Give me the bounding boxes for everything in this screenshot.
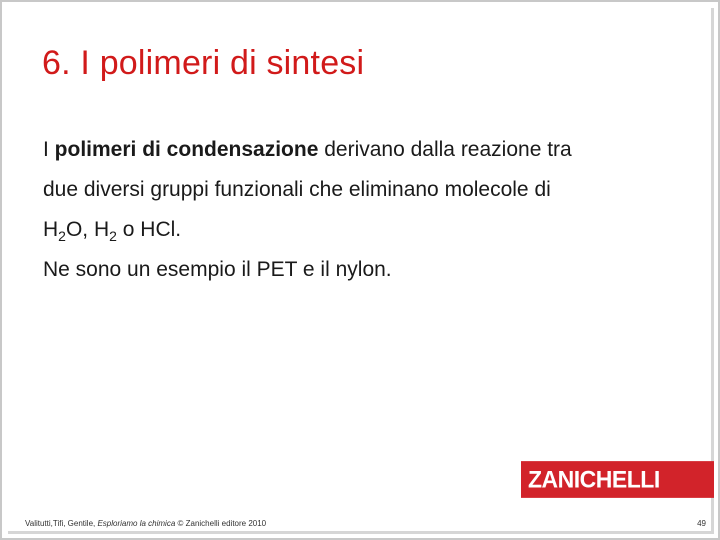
- paragraph-line2: due diversi gruppi funzionali che eliminano molecole di: [43, 178, 551, 201]
- footer-credits: [25, 519, 266, 528]
- paragraph-lead: I: [43, 138, 55, 161]
- formula-subscript: 2: [109, 228, 117, 244]
- page-number: 49: [697, 519, 706, 528]
- footer-book-title: Esploriamo la chimica: [97, 519, 176, 528]
- bold-term: polimeri di condensazione: [54, 138, 319, 161]
- paragraph-examples: Ne sono un esempio il PET e il nylon.: [43, 258, 392, 281]
- paragraph-rest: derivano dalla reazione tra: [318, 138, 572, 161]
- formula-subscript: 2: [58, 228, 66, 244]
- formula-h: H: [43, 218, 59, 241]
- zanichelli-logo: [521, 461, 714, 498]
- footer-publisher: © Zanichelli editore 2010: [175, 519, 267, 528]
- paragraph-condensation: [43, 130, 683, 250]
- slide-body: [43, 130, 683, 290]
- slide-title: 6. I polimeri di sintesi: [42, 44, 365, 82]
- logo-text: ZANICHELLI: [528, 465, 660, 493]
- formula-o: O, H: [65, 218, 110, 241]
- formula-end: o HCl.: [116, 218, 182, 241]
- footer-authors: Valitutti,Tifi, Gentile,: [25, 519, 98, 528]
